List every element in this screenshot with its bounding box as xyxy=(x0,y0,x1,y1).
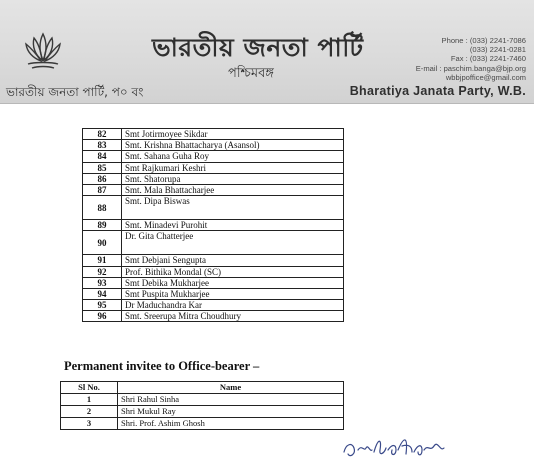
name-cell: Smt Puspita Mukharjee xyxy=(122,288,344,299)
table-row xyxy=(83,220,344,231)
sl-cell: 92 xyxy=(83,266,122,277)
sl-cell: 90 xyxy=(83,231,122,255)
name-cell: Smt. Mala Bhattacharjee xyxy=(122,184,344,195)
sl-cell: 86 xyxy=(83,173,122,184)
contact-fax: Fax : (033) 2241-7460 xyxy=(450,54,526,64)
sl-cell: 85 xyxy=(83,162,122,173)
sl-cell: 96 xyxy=(83,311,122,322)
name-cell: Smt. Krishna Bhattacharya (Asansol) xyxy=(122,140,344,151)
table-row xyxy=(83,231,344,255)
table-row xyxy=(83,311,344,322)
name-cell: Smt. Minadevi Purohit xyxy=(122,220,344,231)
table-row xyxy=(83,288,344,299)
invitees-table xyxy=(60,381,344,430)
handwritten-signature xyxy=(338,430,458,462)
name-cell: Smt. Dipa Biswas xyxy=(122,196,344,220)
table-row xyxy=(83,129,344,140)
sl-cell: 2 xyxy=(61,406,118,418)
name-cell: Dr Maduchandra Kar xyxy=(122,300,344,311)
table-header-row xyxy=(61,382,344,394)
table-row xyxy=(83,173,344,184)
sl-cell: 89 xyxy=(83,220,122,231)
name-cell: Smt Debjani Sengupta xyxy=(122,255,344,266)
sl-cell: 83 xyxy=(83,140,122,151)
letterhead-english-name: Bharatiya Janata Party, W.B. xyxy=(349,84,526,98)
sl-cell: 1 xyxy=(61,394,118,406)
letterhead-left-bengali: ভারতীয় জনতা পার্টি, প০ বং xyxy=(6,85,144,99)
members-table xyxy=(82,128,344,322)
table-row xyxy=(83,151,344,162)
table-row xyxy=(83,266,344,277)
table-row xyxy=(61,394,344,406)
sl-cell: 87 xyxy=(83,184,122,195)
name-cell: Smt. Shatorupa xyxy=(122,173,344,184)
sl-cell: 84 xyxy=(83,151,122,162)
sl-cell: 94 xyxy=(83,288,122,299)
contact-email-2: wbbjpoffice@gmail.com xyxy=(445,72,526,82)
letterhead-subtitle-bengali: পশ্চিমবঙ্গ xyxy=(228,66,274,81)
table-row xyxy=(83,277,344,288)
contact-phone: Phone : (033) 2241-7086 xyxy=(441,36,526,45)
contact-block xyxy=(416,36,526,82)
column-header-name: Name xyxy=(118,382,344,394)
table-row xyxy=(83,140,344,151)
lotus-logo-icon xyxy=(20,28,66,74)
name-cell: Smt Jotirmoyee Sikdar xyxy=(122,129,344,140)
sl-cell: 3 xyxy=(61,418,118,430)
table-row xyxy=(83,196,344,220)
table-row xyxy=(61,406,344,418)
sl-cell: 95 xyxy=(83,300,122,311)
table-row xyxy=(83,184,344,195)
name-cell: Shri Rahul Sinha xyxy=(118,394,344,406)
table-row xyxy=(83,300,344,311)
name-cell: Prof. Bithika Mondal (SC) xyxy=(122,266,344,277)
letterhead-title-bengali: ভারতীয় জনতা পার্টি xyxy=(152,33,364,62)
contact-email: E-mail : paschim.banga@bjp.org xyxy=(415,63,526,73)
table-row xyxy=(61,418,344,430)
name-cell: Smt Debika Mukharjee xyxy=(122,277,344,288)
sl-cell: 91 xyxy=(83,255,122,266)
name-cell: Smt. Sahana Guha Roy xyxy=(122,151,344,162)
sl-cell: 93 xyxy=(83,277,122,288)
name-cell: Shri Mukul Ray xyxy=(118,406,344,418)
name-cell: Shri. Prof. Ashim Ghosh xyxy=(118,418,344,430)
invitees-heading: Permanent invitee to Office-bearer – xyxy=(64,359,260,373)
letterhead xyxy=(0,0,534,104)
name-cell: Smt Rajkumari Keshri xyxy=(122,162,344,173)
table-row xyxy=(83,255,344,266)
name-cell: Smt. Sreerupa Mitra Choudhury xyxy=(122,311,344,322)
column-header-sl: Sl No. xyxy=(61,382,118,394)
sl-cell: 82 xyxy=(83,129,122,140)
contact-phone-2: (033) 2241-0281 xyxy=(469,45,526,55)
table-row xyxy=(83,162,344,173)
name-cell: Dr. Gita Chatterjee xyxy=(122,231,344,255)
sl-cell: 88 xyxy=(83,196,122,220)
